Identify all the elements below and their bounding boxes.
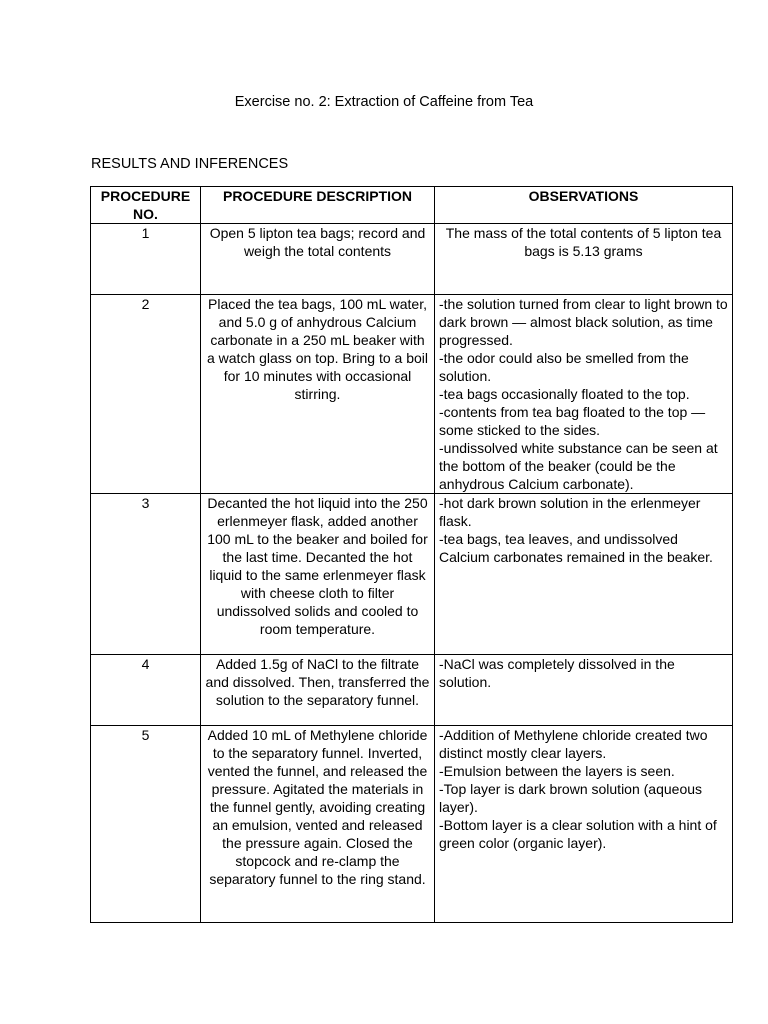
observation-line: -the solution turned from clear to light brown to dark brown — almost black solution, as time progressed.: [439, 296, 728, 348]
header-procedure-no: PROCEDURE NO.: [91, 187, 201, 224]
procedure-description: Placed the tea bags, 100 mL water, and 5.0 g of anhydrous Calcium carbonate in a 250 mL beaker with a watch glass on top. Bring to a boil for 10 minutes with occasional stirring.: [201, 295, 435, 494]
observation-line: -Top layer is dark brown solution (aqueous layer).: [439, 781, 703, 815]
observation-line: -Bottom layer is a clear solution with a hint of green color (organic layer).: [439, 817, 717, 851]
procedure-description: Open 5 lipton tea bags; record and weigh the total contents: [201, 224, 435, 295]
observation-line: -tea bags occasionally floated to the top.: [439, 386, 690, 402]
procedure-observations: [435, 295, 733, 494]
observation-line: -Addition of Methylene chloride created two distinct mostly clear layers.: [439, 727, 708, 761]
document-title: Exercise no. 2: Extraction of Caffeine from Tea: [234, 94, 534, 110]
section-heading: RESULTS AND INFERENCES: [91, 156, 289, 172]
procedure-observations: [435, 726, 733, 923]
procedure-number: 3: [91, 494, 201, 655]
observation-line: -tea bags, tea leaves, and undissolved Calcium carbonates remained in the beaker.: [439, 531, 713, 565]
observation-line: -undissolved white substance can be seen at the bottom of the beaker (could be the anhydrous Calcium carbonate).: [439, 440, 718, 492]
procedure-description: Added 10 mL of Methylene chloride to the separatory funnel. Inverted, vented the funnel, and released the pressure. Agitated the materials in the funnel gently, avoiding creating an emulsion, vented and released the pressure again. Closed the stopcock and re-clamp the separatory funnel to the ring stand.: [201, 726, 435, 923]
procedure-description: Added 1.5g of NaCl to the filtrate and dissolved. Then, transferred the solution to the separatory funnel.: [201, 655, 435, 726]
observation-line: The mass of the total contents of 5 lipton tea bags is 5.13 grams: [445, 225, 722, 259]
results-table: [90, 186, 733, 923]
table-row: [91, 224, 733, 295]
procedure-observations: [435, 494, 733, 655]
procedure-number: 2: [91, 295, 201, 494]
procedure-number: 1: [91, 224, 201, 295]
observation-line: -contents from tea bag floated to the top — some sticked to the sides.: [439, 404, 706, 438]
observation-line: -Emulsion between the layers is seen.: [439, 763, 675, 779]
table-row: [91, 295, 733, 494]
table-row: [91, 726, 733, 923]
observation-line: -hot dark brown solution in the erlenmeyer flask.: [439, 495, 701, 529]
table-row: [91, 655, 733, 726]
observation-line: -NaCl was completely dissolved in the solution.: [439, 656, 675, 690]
procedure-number: 4: [91, 655, 201, 726]
header-procedure-description: PROCEDURE DESCRIPTION: [201, 187, 435, 224]
table-row: [91, 494, 733, 655]
table-header-row: [91, 187, 733, 224]
procedure-description: Decanted the hot liquid into the 250 erlenmeyer flask, added another 100 mL to the beaker and boiled for the last time. Decanted the hot liquid to the same erlenmeyer flask with cheese cloth to filter undissolved solids and cooled to room temperature.: [201, 494, 435, 655]
header-observations: OBSERVATIONS: [435, 187, 733, 224]
procedure-observations: [435, 655, 733, 726]
procedure-number: 5: [91, 726, 201, 923]
procedure-observations: [435, 224, 733, 295]
observation-line: -the odor could also be smelled from the solution.: [439, 350, 689, 384]
